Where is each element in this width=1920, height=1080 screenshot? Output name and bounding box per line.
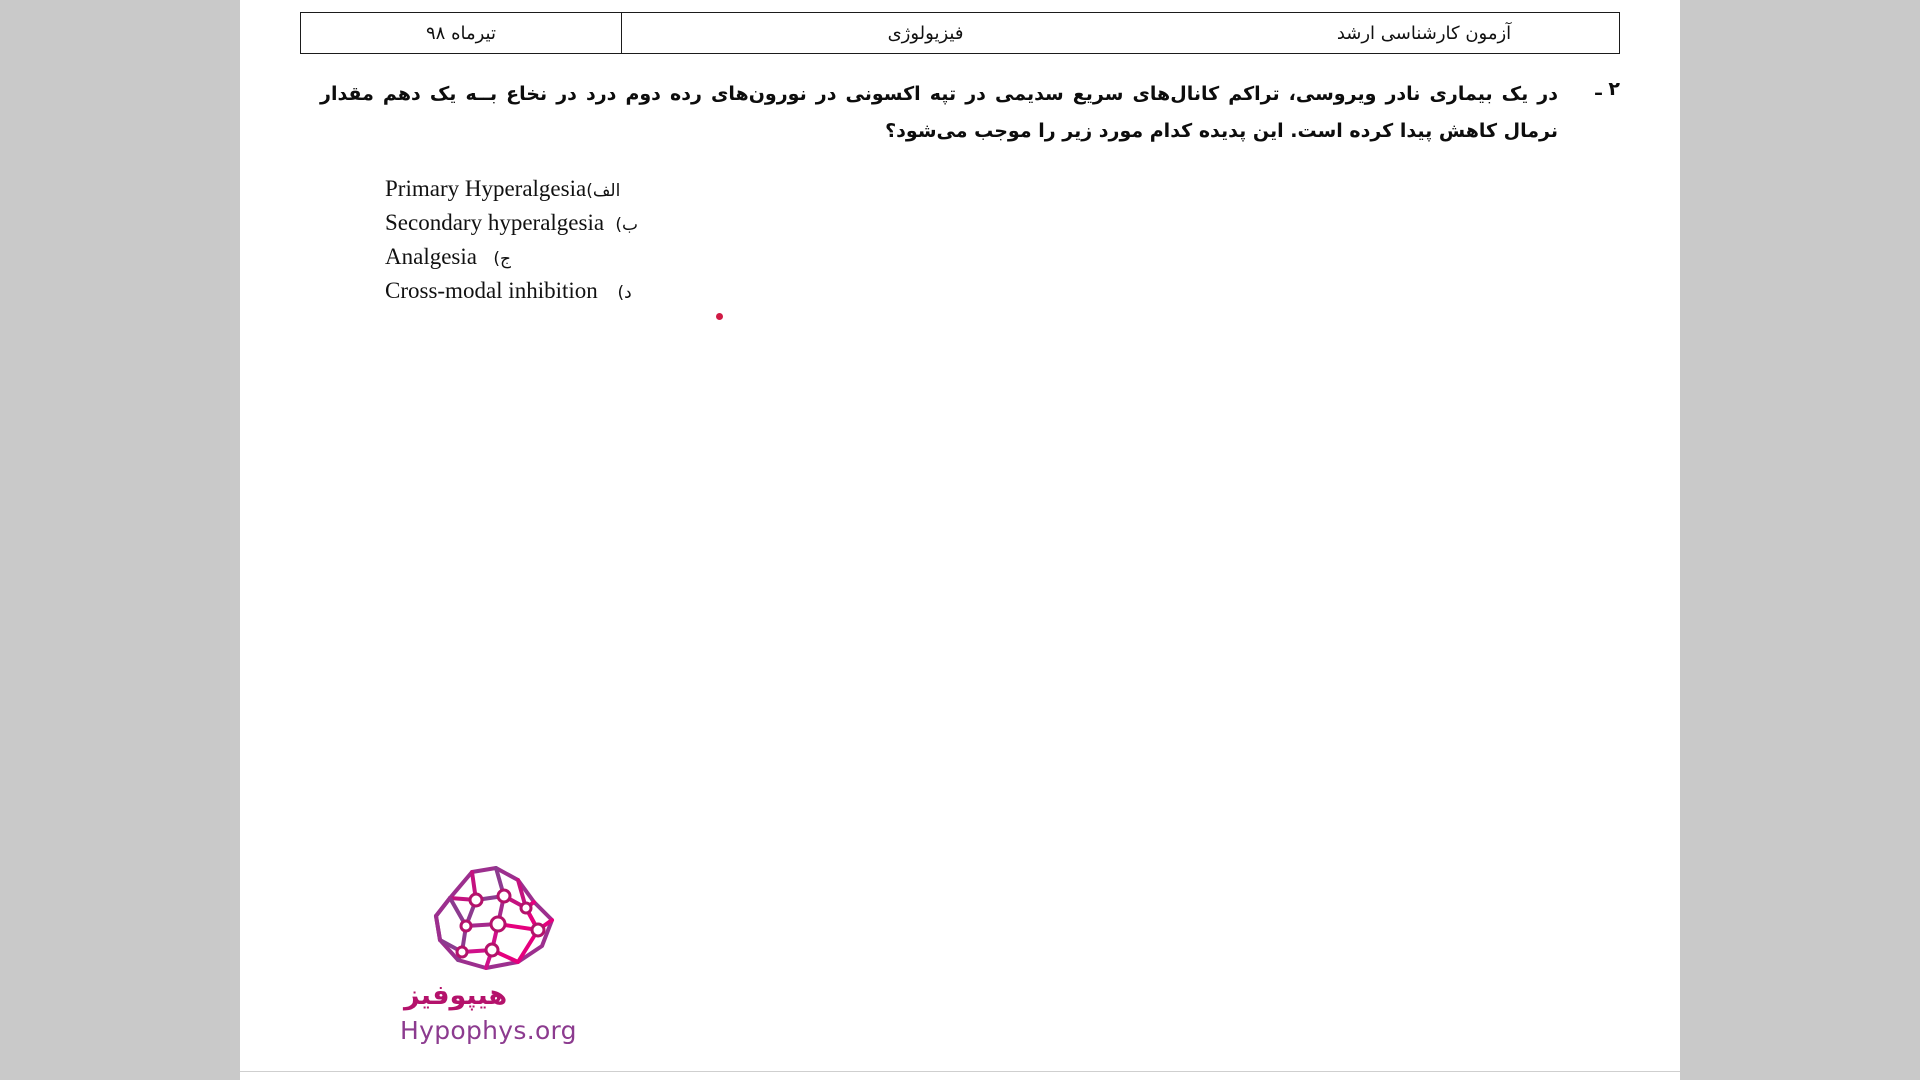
answer-options <box>300 176 1620 312</box>
option-b[interactable] <box>300 210 1620 236</box>
header-date: تیرماه ۹۸ <box>301 13 622 53</box>
header-subject: فیزیولوژی <box>887 22 964 44</box>
option-b-label: Secondary hyperalgesia <box>385 210 605 235</box>
option-a-label: Primary Hyperalgesia <box>385 176 587 201</box>
logo <box>204 858 624 1058</box>
logo-name-en: Hypophys.org <box>400 1016 577 1045</box>
page-bottom-rule <box>240 1071 1680 1072</box>
page-header <box>300 12 1620 54</box>
option-d-marker: د) <box>617 283 632 303</box>
question-row <box>300 76 1620 150</box>
logo-name-fa: هیپوفیز <box>404 980 508 1011</box>
question-number: ۲ ـ <box>1595 78 1620 100</box>
option-d[interactable] <box>300 278 1620 304</box>
brain-logo-icon <box>414 858 574 983</box>
option-a-marker: الف) <box>586 181 621 201</box>
option-c[interactable] <box>300 244 1620 270</box>
option-a[interactable] <box>300 176 1620 202</box>
option-c-marker: ج) <box>493 249 511 269</box>
option-d-label: Cross-modal inhibition <box>385 278 598 303</box>
option-c-label: Analgesia <box>385 244 477 269</box>
exam-page <box>240 0 1680 1080</box>
question-block <box>300 76 1620 150</box>
question-text: در یک بیماری نادر ویروسی، تراکم کانال‌های سریع سدیمی در تپه اکسونی در نورون‌های رده دوم درد در نخاع بــه یک دهم مقدار نرمال کاهش پیدا کرده است. این پدیده کدام مورد زیر را موجب می‌شود؟ <box>320 83 1558 143</box>
option-b-marker: ب) <box>615 215 639 235</box>
red-dot-annotation <box>716 313 723 320</box>
header-exam-title: آزمون کارشناسی ارشد <box>1336 22 1512 44</box>
